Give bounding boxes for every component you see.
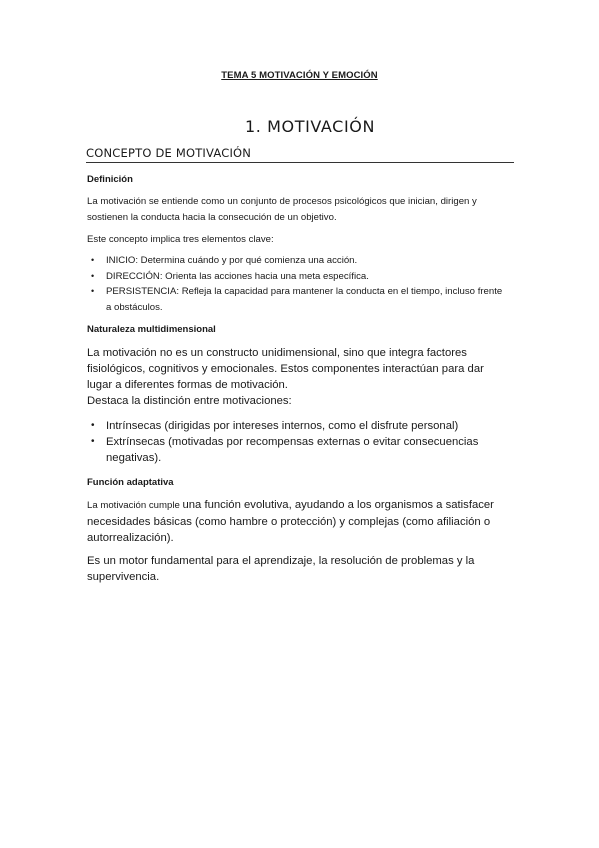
- funcion-paragraph-lead: La motivación cumple: [87, 500, 183, 511]
- funcion-paragraph-rest: una función evolutiva, ayudando a los organismos a satisfacer necesidades básicas (como hambre o protección) y complejas (como afiliación o autorrealización).: [87, 499, 494, 544]
- funcion-paragraph: [87, 497, 507, 546]
- list-item: [87, 284, 507, 315]
- naturaleza-heading: Naturaleza multidimensional: [87, 324, 216, 335]
- definicion-intro: Este concepto implica tres elementos clave:: [87, 234, 274, 245]
- section-heading: CONCEPTO DE MOTIVACIÓN: [86, 146, 514, 163]
- funcion-heading: Función adaptativa: [87, 477, 174, 488]
- list-item-text: INICIO: Determina cuándo y por qué comienza una acción.: [106, 255, 358, 266]
- bullet-icon: •: [91, 420, 95, 431]
- main-heading: 1. MOTIVACIÓN: [244, 117, 376, 136]
- definicion-paragraph: La motivación se entiende como un conjunto de procesos psicológicos que inician, dirigen y sostienen la conducta hacia la consecución de un objetivo.: [87, 196, 477, 223]
- list-item: [87, 269, 507, 285]
- definicion-heading: Definición: [87, 174, 133, 185]
- definicion-list: [87, 253, 507, 315]
- naturaleza-intro: Destaca la distinción entre motivaciones:: [87, 395, 292, 407]
- list-item-text: PERSISTENCIA: Refleja la capacidad para mantener la conducta en el tiempo, incluso frente a obstáculos.: [106, 286, 503, 313]
- bullet-icon: •: [91, 436, 95, 447]
- list-item-text: Intrínsecas (dirigidas por intereses internos, como el disfrute personal): [106, 420, 459, 432]
- naturaleza-paragraph: La motivación no es un constructo unidimensional, sino que integra factores fisiológicos, cognitivos y emocionales. Estos componentes interactúan para dar lugar a diferentes formas de motivación.: [87, 347, 484, 391]
- list-item: [87, 418, 507, 434]
- bullet-icon: •: [91, 286, 95, 296]
- funcion-paragraph-2: Es un motor fundamental para el aprendizaje, la resolución de problemas y la supervivencia.: [87, 555, 475, 583]
- bullet-icon: •: [91, 270, 95, 281]
- list-item: [87, 434, 507, 466]
- bullet-icon: •: [91, 255, 95, 265]
- list-item: [87, 253, 507, 269]
- list-item-text: Extrínsecas (motivadas por recompensas externas o evitar consecuencias negativas).: [106, 436, 479, 464]
- naturaleza-list: [87, 418, 507, 466]
- list-item-text: DIRECCIÓN: Orienta las acciones hacia una meta específica.: [106, 270, 369, 282]
- document-title: TEMA 5 MOTIVACIÓN Y EMOCIÓN: [221, 70, 378, 81]
